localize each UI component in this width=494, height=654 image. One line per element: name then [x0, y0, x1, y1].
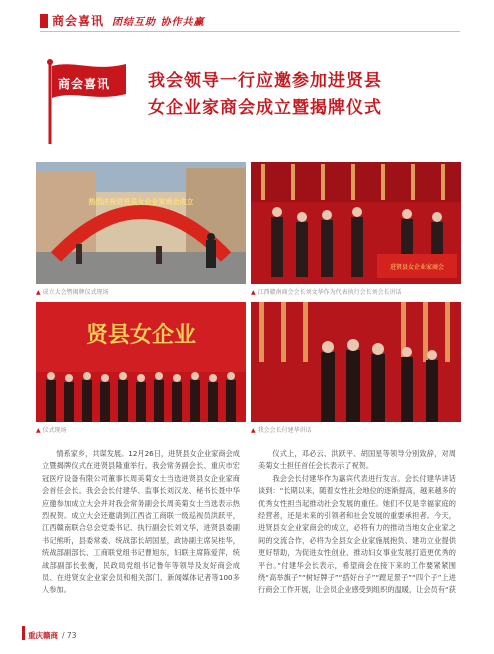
section-title: 商会喜讯 [52, 14, 105, 28]
paragraph: 仪式上，邓必云、洪跃平、胡国星等领导分别致辞，对周美菊女士担任首任会长表示了祝贺。 [258, 449, 456, 471]
flag-icon [44, 58, 128, 144]
body-column-right [258, 448, 456, 597]
photo-president-speech [251, 302, 461, 422]
photo4-caption: ▲ 我会会长付建华讲话 [251, 427, 312, 434]
caption-triangle-icon: ▲ [36, 289, 41, 296]
header-accent-bar [40, 14, 48, 28]
photo-ceremony-arch [36, 162, 246, 284]
banner-text: 进贤县女企业家商会 [389, 264, 445, 271]
arch-text: 热烈庆祝进贤县女企业家商会成立 [88, 198, 194, 206]
photo1-caption: ▲ 成立大会暨揭牌仪式现场 [36, 289, 109, 296]
photo-group-backdrop [36, 302, 246, 422]
photo3-caption: ▲ 仪式现场 [36, 427, 67, 434]
caption-triangle-icon: ▲ [251, 427, 256, 434]
backdrop-text: 贤县女企业 [85, 323, 197, 348]
footer-accent-bar [22, 626, 25, 640]
article-title-line2: 女企业家商会成立暨揭牌仪式 [148, 98, 382, 118]
paragraph: 我会会长付建华作为嘉宾代表进行发言。会长付建华讲话谈到：“长期以来，随着女性社会地位的逐渐提高，越来越多的优秀女性担当起推动社会发展的重任。她们不仅是幸福家庭的经营者，还是未来的引领者和社会发展的重要承担者。今天，进贤县女企业家商会的成立，必将有力的推动当地女企业家之间的交流合作，必将为全县女企业家施展抱负、建功立业提供更好帮助，为促进女性创业、推动妇女事业发展打造更优秀的平台。”付建华会长表示，希望商会在接下来的工作要紧紧围绕“高举旗子”“树好牌子”“搭好台子”“蹚足景子”“四个子”上进行商会工作开展，让会员企业感受到组织的温暖，让会员有“获 [258, 473, 456, 595]
header-divider [40, 31, 460, 32]
section-slogan: 团结互助 协作共赢 [112, 17, 205, 28]
photo-speaker-stage [251, 162, 461, 284]
caption-triangle-icon: ▲ [36, 427, 41, 434]
caption-triangle-icon: ▲ [251, 289, 256, 296]
publication-name: 重庆赣商 [28, 631, 58, 640]
page-number: 73 [66, 631, 77, 640]
paragraph: 情系家乡，共谋发展。12月26日，进贤县女企业家商会成立暨揭牌仪式在进贤县隆重举行。我会常务副会长、重庆市宏冠医疗设备有限公司董事长周美菊女士当选进贤县女企业家商会首任会长。我会会长付建华、监事长刘汉龙、秘书长聂中华应邀参加成立大会并对我会常务副会长周美菊女士当选表示热烈祝贺。成立大会还邀请到江西省工商联一级巡视员洪跃平，江西赣南联合总会党委书记、执行副会长刘文华，进贤县委副书记熊昕，县委常委、统战部长胡国星，政协副主席吴桂华，统战部副部长、工商联党组书记曹旭东，妇联主席陈爱萍，统战部副部长张衡，民政局党组书记鲁年等领导及友好商会成员、在进贤女企业家会员和相关部门、新闻媒体记者等100多人参加。 [42, 449, 240, 595]
page-footer: 重庆赣商 / 73 [28, 631, 77, 640]
article-title-line1: 我会领导一行应邀参加进贤县 [148, 71, 382, 91]
body-column-left [42, 448, 240, 597]
flag-label: 商会喜讯 [58, 77, 111, 91]
photo2-caption: ▲ 江西赣南商会会长刘文华作为代表执行会长刘会长讲话 [251, 289, 402, 296]
